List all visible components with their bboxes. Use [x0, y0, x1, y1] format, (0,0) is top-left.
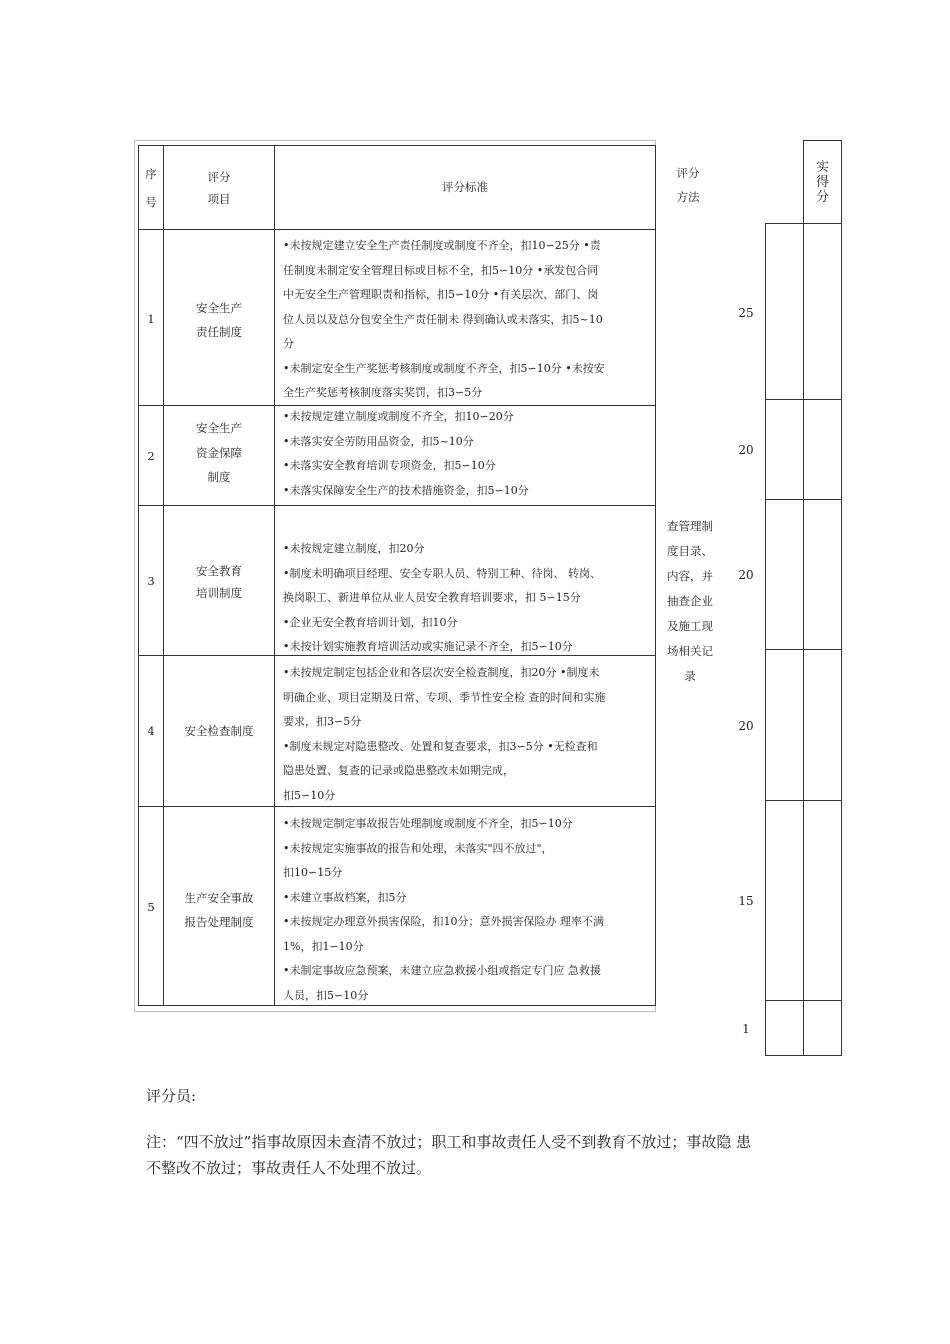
note-line-2: 不整改不放过；事故责任人不处理不放过。 — [146, 1159, 432, 1177]
grid-line — [765, 1000, 842, 1001]
scorer-label: 评分员: — [146, 1087, 197, 1105]
grid-line — [765, 800, 842, 801]
header-actual-score: 实 得 分 — [815, 160, 829, 205]
row-seq: 1 — [147, 312, 155, 326]
header-item: 评分 项目 — [207, 170, 231, 206]
grid-line — [803, 140, 842, 141]
row-criteria: •未按规定建立制度，扣20分 •制度未明确项目经理、安全专职人员、特别工种、待岗、 转岗、 换岗职工、新进单位从业人员安全教育培训要求，扣 5∽15分 •企业无安全教育培训计划，扣10分 •未按计划实施教育培训活动或实施记录不齐全，扣5∽10分 — [283, 542, 601, 653]
grid-line — [274, 145, 275, 1006]
row-seq: 5 — [147, 900, 155, 914]
grid-line — [765, 499, 842, 500]
row-score: 20 — [738, 443, 754, 457]
grid-line — [841, 140, 842, 1055]
grid-line — [138, 229, 656, 230]
header-criteria: 评分标准 — [442, 180, 488, 194]
method-text: 查管理制 度目录、 内容，并 抽查企业 及施工现 场相关记 录 — [667, 519, 713, 683]
grid-line — [138, 145, 656, 146]
grid-line — [138, 505, 656, 506]
grid-line — [765, 399, 842, 400]
row-criteria: •未按规定制定包括企业和各层次安全检查制度，扣20分 •制度未 明确企业、项目定期及日常、专项、季节性安全检 查的时间和实施 要求，扣3∽5分 •制度未规定对隐患整改、处置和复查要求，扣3∽5分 •无检查和 隐患处置、复查的记录或隐患整改未如期完成， 扣5∽10分 — [283, 666, 606, 802]
row-criteria: •未按规定制定事故报告处理制度或制度不齐全，扣5∽10分 •未按规定实施事故的报告和处理，未落实"四不放过"， 扣10∽15分 •未建立事故档案，扣5分 •未按规定办理意外损害保险，扣10分；意外损害保险办 理率不满 1%，扣1∽10分 •未制定事故应急预案，未建立应急救援小组或指定专门应 急救援 人员，扣5∽10分 — [283, 817, 604, 1002]
grid-line — [765, 649, 842, 650]
grid-line — [765, 1055, 842, 1056]
row-item: 安全生产 责任制度 — [196, 301, 242, 339]
row-seq: 2 — [147, 449, 155, 463]
row-criteria: •未按规定建立安全生产责任制度或制度不齐全，扣10∽25分 •责 任制度未制定安全管理目标或目标不全，扣5∽10分 •承发包合同 中无安全生产管理职责和指标，扣5∽10分 •有关层次、部门、岗 位人员以及总分包安全生产责任制未 得到确认或未落实，扣5~10 分 •未制定安全生产奖惩考核制度或制度不齐全，扣5∽10分 •未按安 全生产奖惩考核制度落实奖罚，扣3∽5分 — [283, 239, 605, 399]
header-seq: 序 号 — [145, 167, 157, 209]
extra-score: 1 — [742, 1022, 750, 1036]
row-score: 25 — [738, 306, 754, 320]
row-item: 生产安全事故 报告处理制度 — [184, 891, 254, 929]
grid-line — [765, 223, 842, 224]
row-criteria: •未按规定建立制度或制度不齐全，扣10∽20分 •未落实安全劳防用品资金，扣5~10分 •未落实安全教育培训专项资金，扣5∽10分 •未落实保障安全生产的技术措施资金，扣5∽10分 — [283, 410, 529, 497]
row-score: 20 — [738, 719, 754, 733]
row-item: 安全检查制度 — [184, 724, 254, 738]
grid-line — [765, 223, 766, 1055]
row-seq: 4 — [147, 724, 155, 738]
row-score: 15 — [738, 894, 754, 908]
note-line-1: 注：“四不放过”指事故原因未查清不放过；职工和事故责任人受不到教育不放过；事故隐 患 — [146, 1133, 752, 1151]
header-method: 评分 方法 — [676, 166, 700, 204]
row-score: 20 — [738, 568, 754, 582]
row-item: 安全生产 资金保障 制度 — [196, 421, 242, 484]
grid-line — [803, 140, 804, 1055]
row-item: 安全教育 培训制度 — [196, 564, 242, 600]
row-seq: 3 — [147, 574, 155, 588]
